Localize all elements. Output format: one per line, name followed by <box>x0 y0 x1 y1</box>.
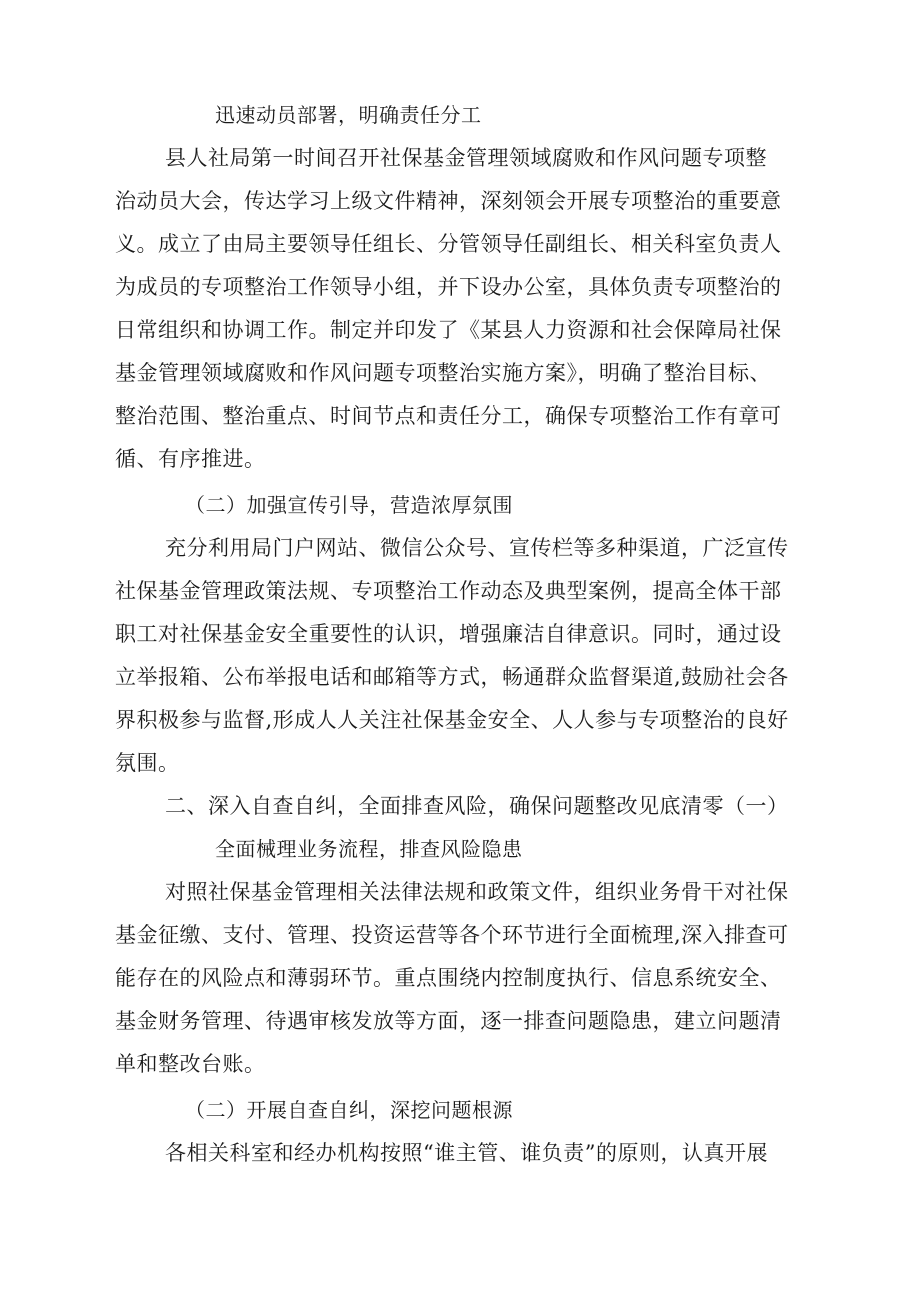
paragraph-line: 县人社局第一时间召开社保基金管理领域腐败和作风问题专项整 <box>165 146 767 170</box>
paragraph-line: 单和整改台账。 <box>115 1052 266 1076</box>
section-heading: （二）开展自查自纠，深挖问题根源 <box>185 1098 513 1122</box>
paragraph-line: 充分利用局门户网站、微信公众号、宣传栏等多种渠道，广泛宣传 <box>165 536 789 560</box>
section-heading: 迅速动员部署，明确责任分工 <box>215 103 482 127</box>
paragraph-line: 立举报箱、公布举报电话和邮箱等方式，畅通群众监督渠道,鼓励社会各 <box>115 665 789 689</box>
paragraph-line: 各相关科室和经办机构按照“谁主管、谁负责”的原则，认真开展 <box>165 1141 768 1165</box>
paragraph-line: 义。成立了由局主要领导任组长、分管领导任副组长、相关科室负责人 <box>115 232 782 256</box>
paragraph-line: 基金财务管理、待遇审核发放等方面，逐一排查问题隐患，建立问题清 <box>115 1009 782 1033</box>
section-heading: （二）加强宣传引导，营造浓厚氛围 <box>185 493 513 517</box>
paragraph-line: 治动员大会，传达学习上级文件精神，深刻领会开展专项整治的重要意 <box>115 189 782 213</box>
paragraph-line: 整治范围、整治重点、时间节点和责任分工，确保专项整治工作有章可 <box>115 404 782 428</box>
paragraph-line: 基金管理领域腐败和作风问题专项整治实施方案》，明确了整治目标、 <box>115 361 771 385</box>
paragraph-line: 社保基金管理政策法规、专项整治工作动态及典型案例，提高全体干部 <box>115 579 782 603</box>
section-heading: 全面械理业务流程，排查风险隐患 <box>215 837 523 861</box>
paragraph-line: 对照社保基金管理相关法律法规和政策文件，组织业务骨干对社保 <box>165 880 789 904</box>
section-heading: 二、深入自查自纠，全面排查风险，确保问题整改见底清零（一） <box>165 794 789 818</box>
paragraph-line: 界积极参与监督,形成人人关注社保基金安全、人人参与专项整治的良好 <box>115 708 789 732</box>
paragraph-line: 氛围。 <box>115 751 180 775</box>
paragraph-line: 能存在的风险点和薄弱环节。重点围绕内控制度执行、信息系统安全、 <box>115 966 782 990</box>
paragraph-line: 为成员的专项整治工作领导小组，并下设办公室，具体负责专项整治的 <box>115 275 782 299</box>
paragraph-line: 职工对社保基金安全重要性的认识，增强廉洁自律意识。同时，通过设 <box>115 622 782 646</box>
paragraph-line: 日常组织和协调工作。制定并印发了《某县人力资源和社会保障局社保 <box>115 318 782 342</box>
paragraph-line: 基金征缴、支付、管理、投资运营等各个环节进行全面梳理,深入排查可 <box>115 923 789 947</box>
paragraph-line: 循、有序推进。 <box>115 447 266 471</box>
